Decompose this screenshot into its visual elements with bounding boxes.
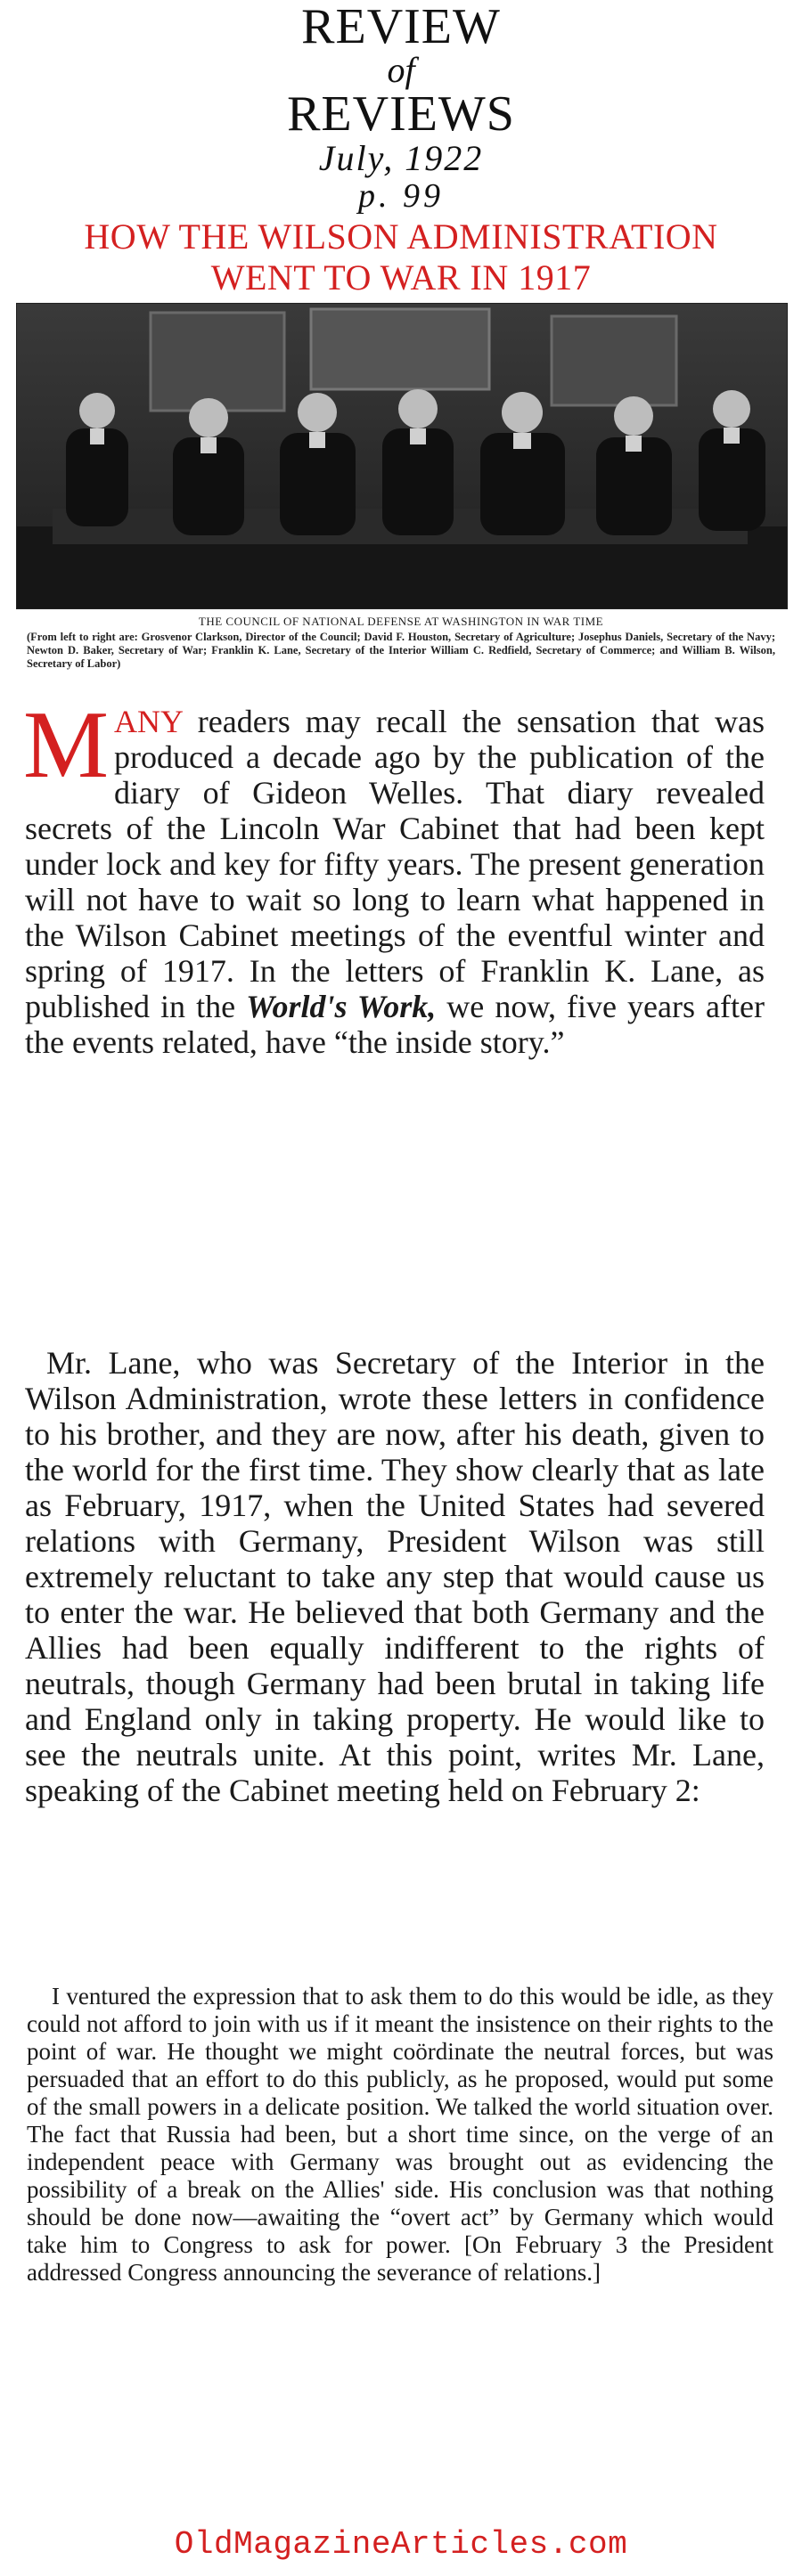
photo-caption-body: (From left to right are: Grosvenor Clarkson, Director of the Council; David F. Houston, Secretary of Agriculture; Josephus Daniels, Secretary of the Navy; Newton D. Baker, Secretary of War; Franklin K. Lane, Secretary of the Interior William C. Redfield, Secretary of Commerce; and William B. Wilson, Secretary of Labor) <box>27 631 775 670</box>
drop-cap-rest: ANY <box>114 704 183 739</box>
headline-line-2: WENT TO WAR IN 1917 <box>210 257 592 298</box>
issue-date: July, 1922 <box>318 138 484 178</box>
page-number: p. 99 <box>358 177 444 215</box>
site-watermark: OldMagazineArticles.com <box>174 2526 628 2563</box>
masthead-review: REVIEW <box>301 0 501 54</box>
council-photo <box>16 303 788 609</box>
article-paragraph-2: Mr. Lane, who was Secretary of the Interior in the Wilson Administration, wrote these letters in confidence to his brother, and they are now, after his death, given to the world for the first time. They show clearly that as late as February, 1917, when the United States had severed relations with Germany, President Wilson was still extremely reluctant to take any step that would cause us to enter the war. He believed that both Germany and the Allies had been equally indifferent to the rights of neutrals, though Germany had been brutal in taking life and England only in taking property. He would like to see the neutrals unite. At this point, writes Mr. Lane, speaking of the Cabinet meeting held on February 2: <box>25 1345 765 1808</box>
paragraph-1-text-a: readers may recall the sensation that was produced a decade ago by the publication of the diary of Gideon Welles. That diary revealed secrets of the Lincoln War Cabinet that had been kept under lock and key for fifty years. The present generation will not have to wait so long to learn what happened in the Wilson Cabinet meetings of the eventful winter and spring of 1917. In the letters of Franklin K. Lane, as published in the <box>25 704 765 1024</box>
masthead-of: of <box>387 50 415 90</box>
paragraph-1-text-b: we now, five years after the events related, have “the inside story.” <box>25 989 765 1060</box>
masthead-reviews: REVIEWS <box>287 86 515 142</box>
council-photo-illustration <box>17 304 787 608</box>
drop-cap: M <box>23 692 110 798</box>
article-paragraph-1 <box>23 692 765 1060</box>
headline-line-1: HOW THE WILSON ADMINISTRATION <box>84 216 718 257</box>
photo-caption-title: THE COUNCIL OF NATIONAL DEFENSE AT WASHINGTON IN WAR TIME <box>198 615 604 628</box>
worlds-work-title: World's Work, <box>246 989 437 1024</box>
quoted-letter: I ventured the expression that to ask them to do this would be idle, as they could not afford to join with us if it meant the insistence on their rights to the point of war. He thought we might coördinate the neutral forces, but was persuaded that an effort to do this publicly, as he proposed, would put some of the small powers in a delicate position. We talked the world situation over. The fact that Russia had been, but a short time since, on the verge of an independent peace with Germany was brought out as evidencing the possibility of a break on the Allies' side. His conclusion was that nothing should be done now—awaiting the “overt act” by Germany which would take him to Congress to ask for power. [On February 3 the President addressed Congress announcing the severance of relations.] <box>27 1983 773 2286</box>
